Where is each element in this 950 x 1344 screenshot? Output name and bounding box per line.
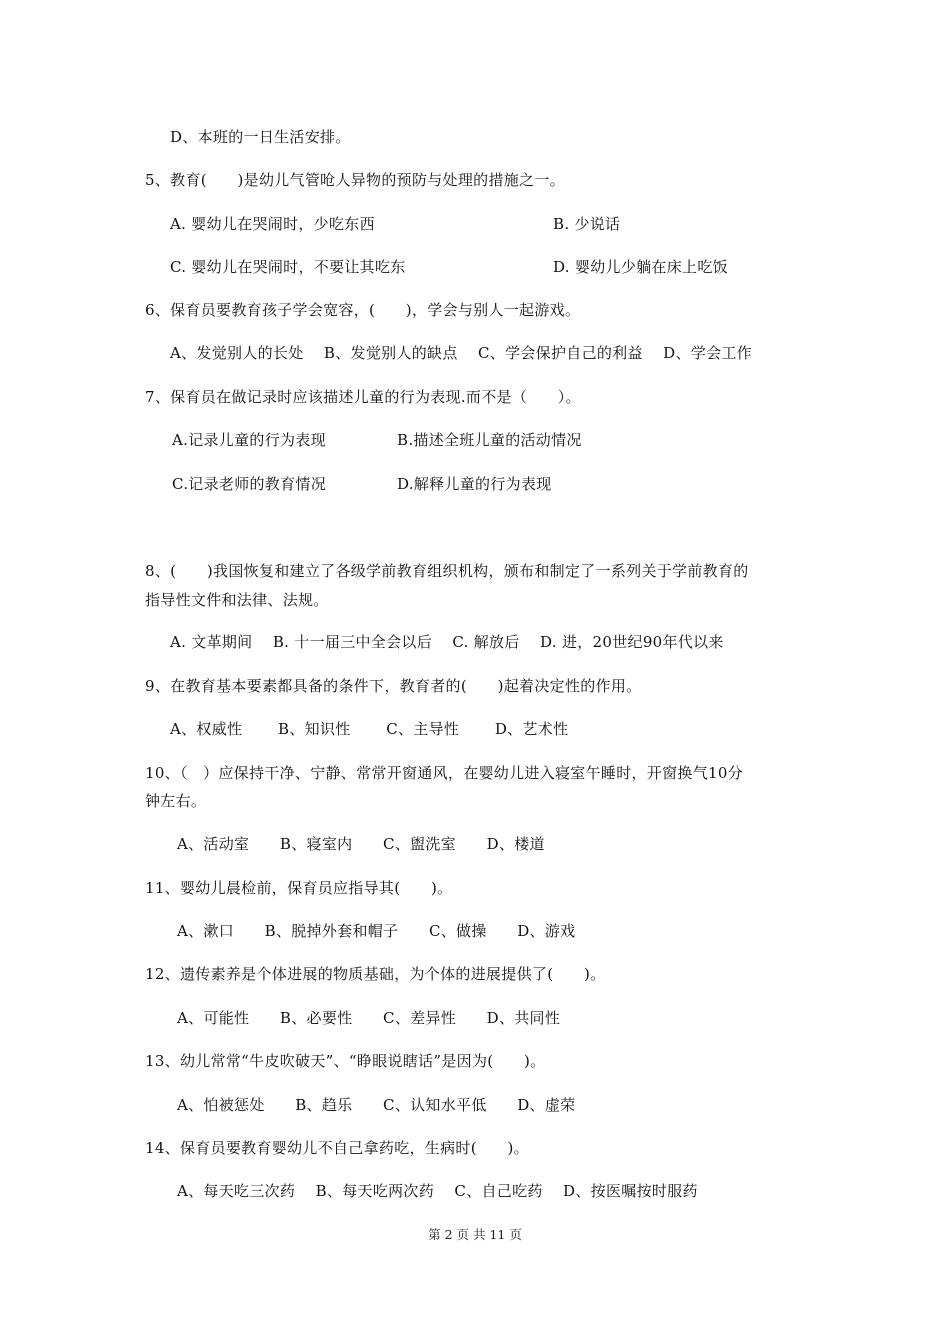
question-9-options: A、权威性 B、知识性 C、主导性 D、艺术性 bbox=[170, 720, 569, 738]
option-a: A.记录儿童的行为表现 bbox=[172, 431, 326, 449]
question-14: 14、保育员要教育婴幼儿不自己拿药吃，生病时( )。 bbox=[145, 1139, 529, 1157]
question-5: 5、教育( )是幼儿气管呛人异物的预防与处理的措施之一。 bbox=[145, 171, 565, 189]
question-9: 9、在教育基本要素都具备的条件下，教育者的( )起着决定性的作用。 bbox=[145, 677, 642, 695]
question-13-options: A、怕被惩处 B、趋乐 C、认知水平低 D、虚荣 bbox=[177, 1096, 576, 1114]
question-7: 7、保育员在做记录时应该描述儿童的行为表现.而不是（ ）。 bbox=[145, 388, 581, 406]
question-8: 8、( )我国恢复和建立了各级学前教育组织机构，颁布和制定了一系列关于学前教育的 bbox=[145, 562, 749, 580]
option-a: A. 婴幼儿在哭闹时，少吃东西 bbox=[170, 215, 375, 233]
option-d: D. 婴幼儿少躺在床上吃饭 bbox=[553, 258, 728, 276]
question-12: 12、遗传素养是个体进展的物质基础，为个体的进展提供了( )。 bbox=[145, 965, 606, 983]
question-11: 11、婴幼儿晨检前，保育员应指导其( )。 bbox=[145, 879, 453, 897]
question-10-continued: 钟左右。 bbox=[145, 792, 207, 810]
question-6-options: A、发觉别人的长处 B、发觉别人的缺点 C、学会保护自己的利益 D、学会工作 bbox=[170, 344, 752, 362]
question-8-continued: 指导性文件和法律、法规。 bbox=[145, 591, 329, 609]
option-d: D.解释儿童的行为表现 bbox=[397, 475, 552, 493]
question-6: 6、保育员要教育孩子学会宽容，( )，学会与别人一起游戏。 bbox=[145, 301, 581, 319]
question-13: 13、幼儿常常“牛皮吹破天”、“睁眼说瞎话”是因为( )。 bbox=[145, 1052, 546, 1070]
question-11-options: A、漱口 B、脱掉外套和帽子 C、做操 D、游戏 bbox=[177, 922, 576, 940]
question-10-options: A、活动室 B、寝室内 C、盥洗室 D、楼道 bbox=[177, 835, 545, 853]
page-footer: 第 2 页 共 11 页 bbox=[428, 1227, 522, 1242]
option-c: C.记录老师的教育情况 bbox=[172, 475, 327, 493]
option-c: C. 婴幼儿在哭闹时，不要让其吃东 bbox=[170, 258, 406, 276]
question-8-options: A. 文革期间 B. 十一届三中全会以后 C. 解放后 D. 进，20世纪90年代以来 bbox=[170, 633, 724, 651]
question-14-options: A、每天吃三次药 B、每天吃两次药 C、自己吃药 D、按医嘱按时服药 bbox=[177, 1182, 698, 1200]
option-b: B.描述全班儿童的活动情况 bbox=[397, 431, 582, 449]
question-12-options: A、可能性 B、必要性 C、差异性 D、共同性 bbox=[177, 1009, 561, 1027]
option-line: D、本班的一日生活安排。 bbox=[170, 128, 351, 146]
option-b: B. 少说话 bbox=[553, 215, 621, 233]
question-10: 10、（ ）应保持干净、宁静、常常开窗通风，在婴幼儿进入寝室午睡时，开窗换气10分 bbox=[145, 764, 743, 782]
